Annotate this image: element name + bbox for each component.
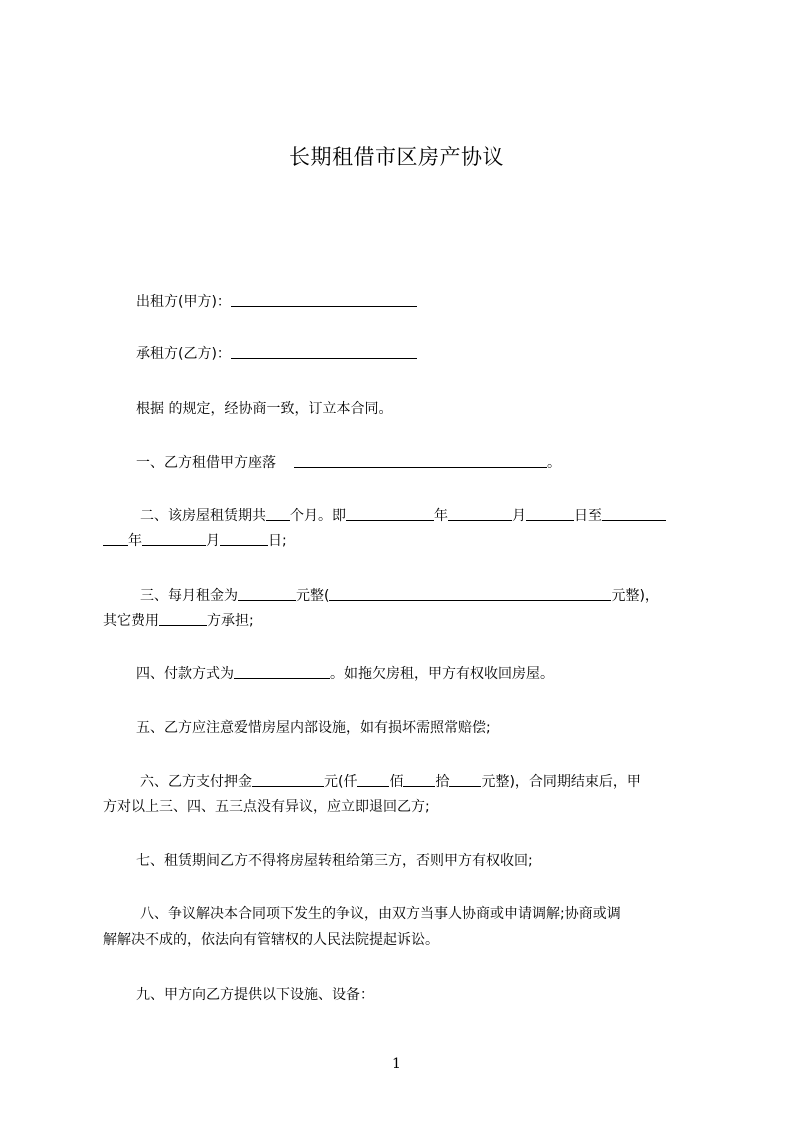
- document-title: 长期租借市区房产协议: [289, 145, 504, 169]
- clause-6-text: 元(仟: [324, 774, 358, 790]
- page-number: 1: [392, 1056, 401, 1072]
- clause-1-text: 一、乙方租借甲方座落: [136, 455, 276, 471]
- payment-method-blank[interactable]: [234, 664, 330, 679]
- clause-2-line-1: [103, 506, 740, 526]
- clause-2-text: 日;: [268, 533, 287, 549]
- party-b-blank[interactable]: [231, 344, 417, 359]
- clause-2-text: 二、该房屋租赁期共: [140, 508, 266, 524]
- start-day-blank[interactable]: [526, 506, 574, 521]
- other-fees-party-blank[interactable]: [159, 611, 207, 626]
- clause-2-text: 日至: [574, 508, 602, 524]
- clause-2-text: 个月。即: [290, 508, 346, 524]
- monthly-rent-words-blank[interactable]: [329, 586, 611, 601]
- clause-6-line-1: [103, 772, 740, 792]
- clause-1: [103, 453, 736, 473]
- clause-6-line-2: 方对以上三、四、五三点没有异议，应立即退回乙方;: [103, 799, 430, 815]
- deposit-hundreds-blank[interactable]: [403, 772, 435, 787]
- end-day-blank[interactable]: [220, 531, 268, 546]
- clause-2-text: 月: [206, 533, 220, 549]
- end-year-blank-start[interactable]: [602, 506, 666, 521]
- clause-4-text: 。如拖欠房租，甲方有权收回房屋。: [330, 666, 554, 682]
- clause-4: [103, 664, 736, 684]
- clause-2-text: 年: [434, 508, 448, 524]
- clause-6-text: 拾: [435, 774, 450, 790]
- monthly-rent-blank[interactable]: [238, 586, 296, 601]
- start-year-blank[interactable]: [346, 506, 434, 521]
- clause-8-line-1: 八、争议解决本合同项下发生的争议，由双方当事人协商或申请调解;协商或调: [140, 906, 621, 922]
- clause-1-end: 。: [547, 455, 561, 471]
- party-b-line: [103, 344, 736, 364]
- party-b-label: 承租方(乙方)：: [136, 346, 231, 362]
- clause-9: 九、甲方向乙方提供以下设施、设备：: [136, 987, 374, 1003]
- clause-2-line-2: [103, 531, 703, 551]
- deposit-thousands-blank[interactable]: [357, 772, 389, 787]
- lease-months-blank[interactable]: [266, 506, 290, 521]
- clause-3-text: 元整)，: [611, 588, 659, 604]
- clause-4-text: 四、付款方式为: [136, 666, 234, 682]
- clause-2-text: 月: [512, 508, 526, 524]
- party-a-blank[interactable]: [231, 292, 417, 307]
- clause-3-line-1: [103, 586, 740, 606]
- preamble: 根据 的规定，经协商一致，订立本合同。: [136, 401, 393, 417]
- clause-3-text: 方承担;: [207, 613, 254, 629]
- deposit-tens-blank[interactable]: [449, 772, 481, 787]
- clause-2-text: 年: [128, 533, 142, 549]
- end-year-blank-end[interactable]: [103, 531, 128, 546]
- clause-5: 五、乙方应注意爱惜房屋内部设施，如有损坏需照常赔偿;: [136, 720, 491, 736]
- clause-3-line-2: [103, 611, 703, 631]
- clause-3-text: 元整(: [296, 588, 330, 604]
- clause-7: 七、租赁期间乙方不得将房屋转租给第三方，否则甲方有权收回;: [136, 853, 533, 869]
- party-a-label: 出租方(甲方)：: [136, 294, 231, 310]
- start-month-blank[interactable]: [448, 506, 512, 521]
- clause-3-text: 三、每月租金为: [140, 588, 238, 604]
- clause-8-line-2: 解解决不成的，依法向有管辖权的人民法院提起诉讼。: [103, 932, 439, 948]
- clause-6-text: 佰: [389, 774, 404, 790]
- property-location-blank[interactable]: [294, 453, 547, 468]
- clause-6-text: 元整)，合同期结束后，甲: [481, 774, 641, 790]
- end-month-blank[interactable]: [142, 531, 206, 546]
- deposit-blank[interactable]: [252, 772, 324, 787]
- clause-6-text: 六、乙方支付押金: [140, 774, 252, 790]
- clause-3-text: 其它费用: [103, 613, 159, 629]
- party-a-line: [103, 292, 736, 312]
